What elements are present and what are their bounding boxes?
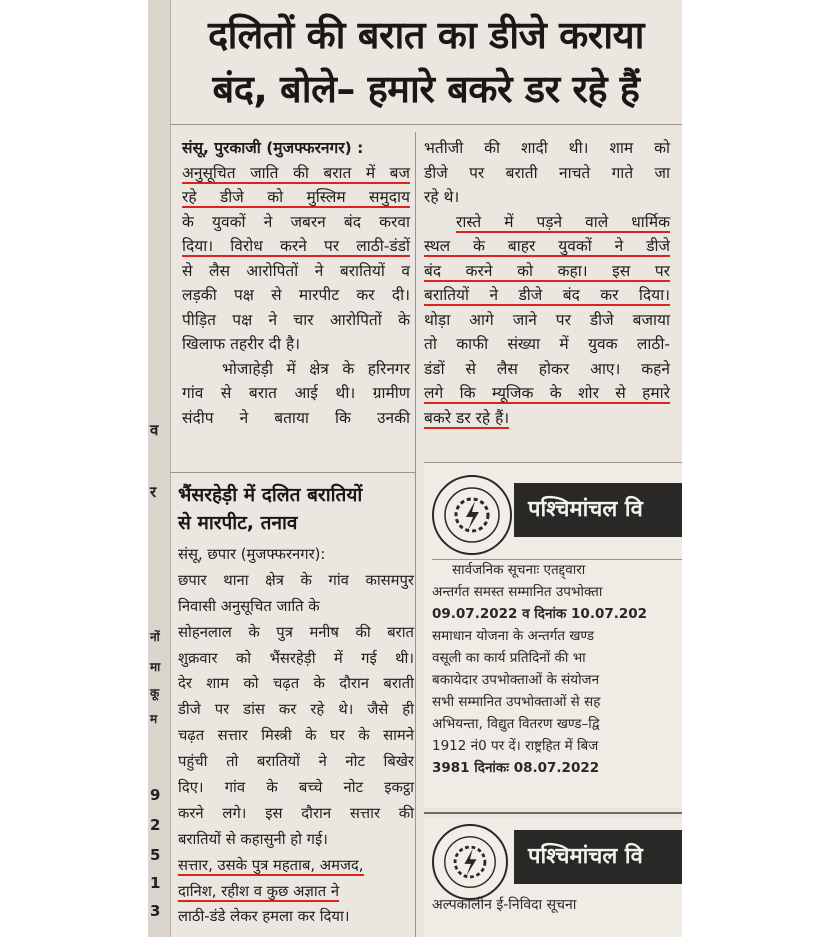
dateline: संसू, छपार (मुजफ्फरनगर): [178, 546, 326, 563]
ad-line: 1912 नं0 पर दें। राष्ट्रहित में बिज [432, 738, 599, 754]
article-line: रहे थे। [424, 188, 460, 206]
article-line: संदीप ने बताया कि उनकी [182, 408, 410, 427]
article-line: थोड़ा आगे जाने पर डीजे बजाया [424, 310, 670, 329]
article-line: चढ़त सत्तार मिस्त्री के घर के सामने [178, 727, 414, 745]
strip-digit: 3 [150, 902, 161, 920]
article-line: निवासी अनुसूचित जाति के [178, 597, 320, 615]
article-line: करने लगे। इस दौरान सत्तार की [178, 804, 414, 822]
newspaper-clipping [148, 0, 682, 937]
article-line: स्थल के बाहर युवकों ने डीजे [424, 237, 670, 255]
article2-heading-line-1: भैंसरहेड़ी में दलित बरातियों [178, 484, 363, 506]
article-line: रास्ते में पड़ने वाले धार्मिक [456, 212, 670, 231]
ad-notice-2 [424, 818, 682, 937]
section-rule [170, 472, 416, 473]
article-line: सोहनलाल के पुत्र मनीष की बरात [178, 623, 414, 641]
article-line: गांव से बरात आई थी। ग्रामीण [182, 384, 410, 402]
article-line: दानिश, रहीश व कुछ अज्ञात ने [178, 882, 340, 900]
article-line: शुक्रवार को भैंसरहेड़ी में गई थी। [178, 649, 414, 667]
article-line: बंद करने को कहा। इस पर [424, 261, 670, 280]
article-line: भोजाहेड़ी में क्षेत्र के हरिनगर [222, 359, 410, 378]
ad-separator [424, 812, 682, 814]
article-line: रहे डीजे को मुस्लिम समुदाय [182, 188, 410, 206]
strip-digit: 5 [150, 846, 161, 864]
article1-left-column [182, 136, 410, 430]
ad-body [432, 559, 676, 779]
strip-char: व [150, 421, 159, 439]
strip-digit: 2 [150, 816, 161, 834]
article2-column [178, 542, 414, 930]
strip-digit: 9 [150, 786, 161, 804]
ad-line: 3981 दिनांकः 08.07.2022 [432, 760, 600, 776]
article-line: से लैस आरोपितों ने बरातियों व [182, 261, 410, 280]
strip-digit: 1 [150, 874, 161, 892]
article-line: लगे कि म्यूजिक के शोर से हमारे [424, 384, 670, 402]
article-line: देर शाम को चढ़त के दौरान बराती [178, 675, 414, 693]
ad-line: बकायेदार उपभोक्ताओं के संयोजन [432, 672, 600, 688]
dateline: संसू, पुरकाजी (मुजफ्फरनगर) : [182, 139, 364, 157]
article-line: खिलाफ तहरीर दी है। [182, 335, 301, 353]
power-corp-logo-icon [432, 475, 512, 555]
article-line: के युवकों ने जबरन बंद करवा [182, 212, 410, 231]
strip-char: कू [150, 686, 160, 700]
power-corp-logo-icon [432, 824, 508, 900]
article-line: डीजे पर डांस कर रहे थे। जैसे ही [178, 701, 414, 719]
article-line: बरातियों से कहासुनी हो गई। [178, 830, 328, 848]
headline-rule [170, 124, 682, 125]
strip-char: म [150, 712, 158, 726]
ad-line: सभी सम्मानित उपभोक्ताओं से सह [432, 694, 601, 710]
article-line: बरातियों ने डीजे बंद कर दिया। [424, 286, 670, 304]
ad-line: समाधान योजना के अन्तर्गत खण्ड [432, 628, 594, 644]
ad-band-title: पश्चिमांचल वि [514, 483, 682, 537]
article-line: दिए। गांव के बच्चे नोट इकट्ठा [178, 779, 414, 797]
ad-line: अल्पकालीन ई-निविदा सूचना [432, 897, 577, 913]
column-rule [415, 472, 416, 937]
article-line: पहुंची तो बरातियों ने नोट बिखेर [178, 753, 414, 771]
article-line: भतीजी की शादी थी। शाम को [424, 139, 670, 157]
article-line: पीड़ित पक्ष ने चार आरोपितों के [182, 310, 410, 329]
article-line: तो काफी संख्या में युवक लाठी- [424, 335, 670, 353]
ad-notice-1 [424, 462, 682, 808]
strip-char: र [150, 483, 157, 501]
ad-line: वसूली का कार्य प्रतिदिनों की भा [432, 650, 586, 666]
article-line: डंडों से लैस होकर आए। कहने [424, 359, 670, 378]
article1-right-column [424, 136, 670, 430]
article-line: सत्तार, उसके पुत्र महताब, अमजद, [178, 856, 364, 874]
column-rule [415, 132, 416, 472]
article2-heading-line-2: से मारपीट, तनाव [178, 512, 298, 534]
strip-char: नों [150, 630, 160, 644]
headline-line-2: बंद, बोले– हमारे बकरे डर रहे हैं [212, 67, 640, 111]
ad-line: अभियन्ता, विद्युत वितरण खण्ड–द्वि [432, 716, 600, 732]
article-line: लाठी-डंडे लेकर हमला कर दिया। [178, 908, 350, 926]
ad-line: सार्वजनिक सूचनाः एतद्द्वारा [452, 562, 586, 578]
article-line: डीजे पर बराती नाचते गाते जा [424, 163, 670, 182]
article-line: लड़की पक्ष से मारपीट कर दी। [182, 286, 410, 304]
strip-char: मा [150, 660, 161, 674]
article-line: छपार थाना क्षेत्र के गांव कासमपुर [178, 571, 414, 589]
article-line: बकरे डर रहे हैं। [424, 408, 510, 427]
ad-line: 09.07.2022 व दिनांक 10.07.202 [432, 606, 648, 622]
ad-band-title: पश्चिमांचल वि [514, 830, 682, 884]
ad-body [432, 894, 676, 916]
article-line: दिया। विरोध करने पर लाठी-डंडों [182, 237, 410, 255]
ad-line: अन्तर्गत समस्त सम्मानित उपभोक्ता [432, 584, 603, 600]
article-line: अनुसूचित जाति की बरात में बज [182, 163, 410, 182]
adjacent-column-strip [148, 0, 171, 937]
headline-line-1: दलितों की बरात का डीजे कराया [207, 13, 645, 57]
